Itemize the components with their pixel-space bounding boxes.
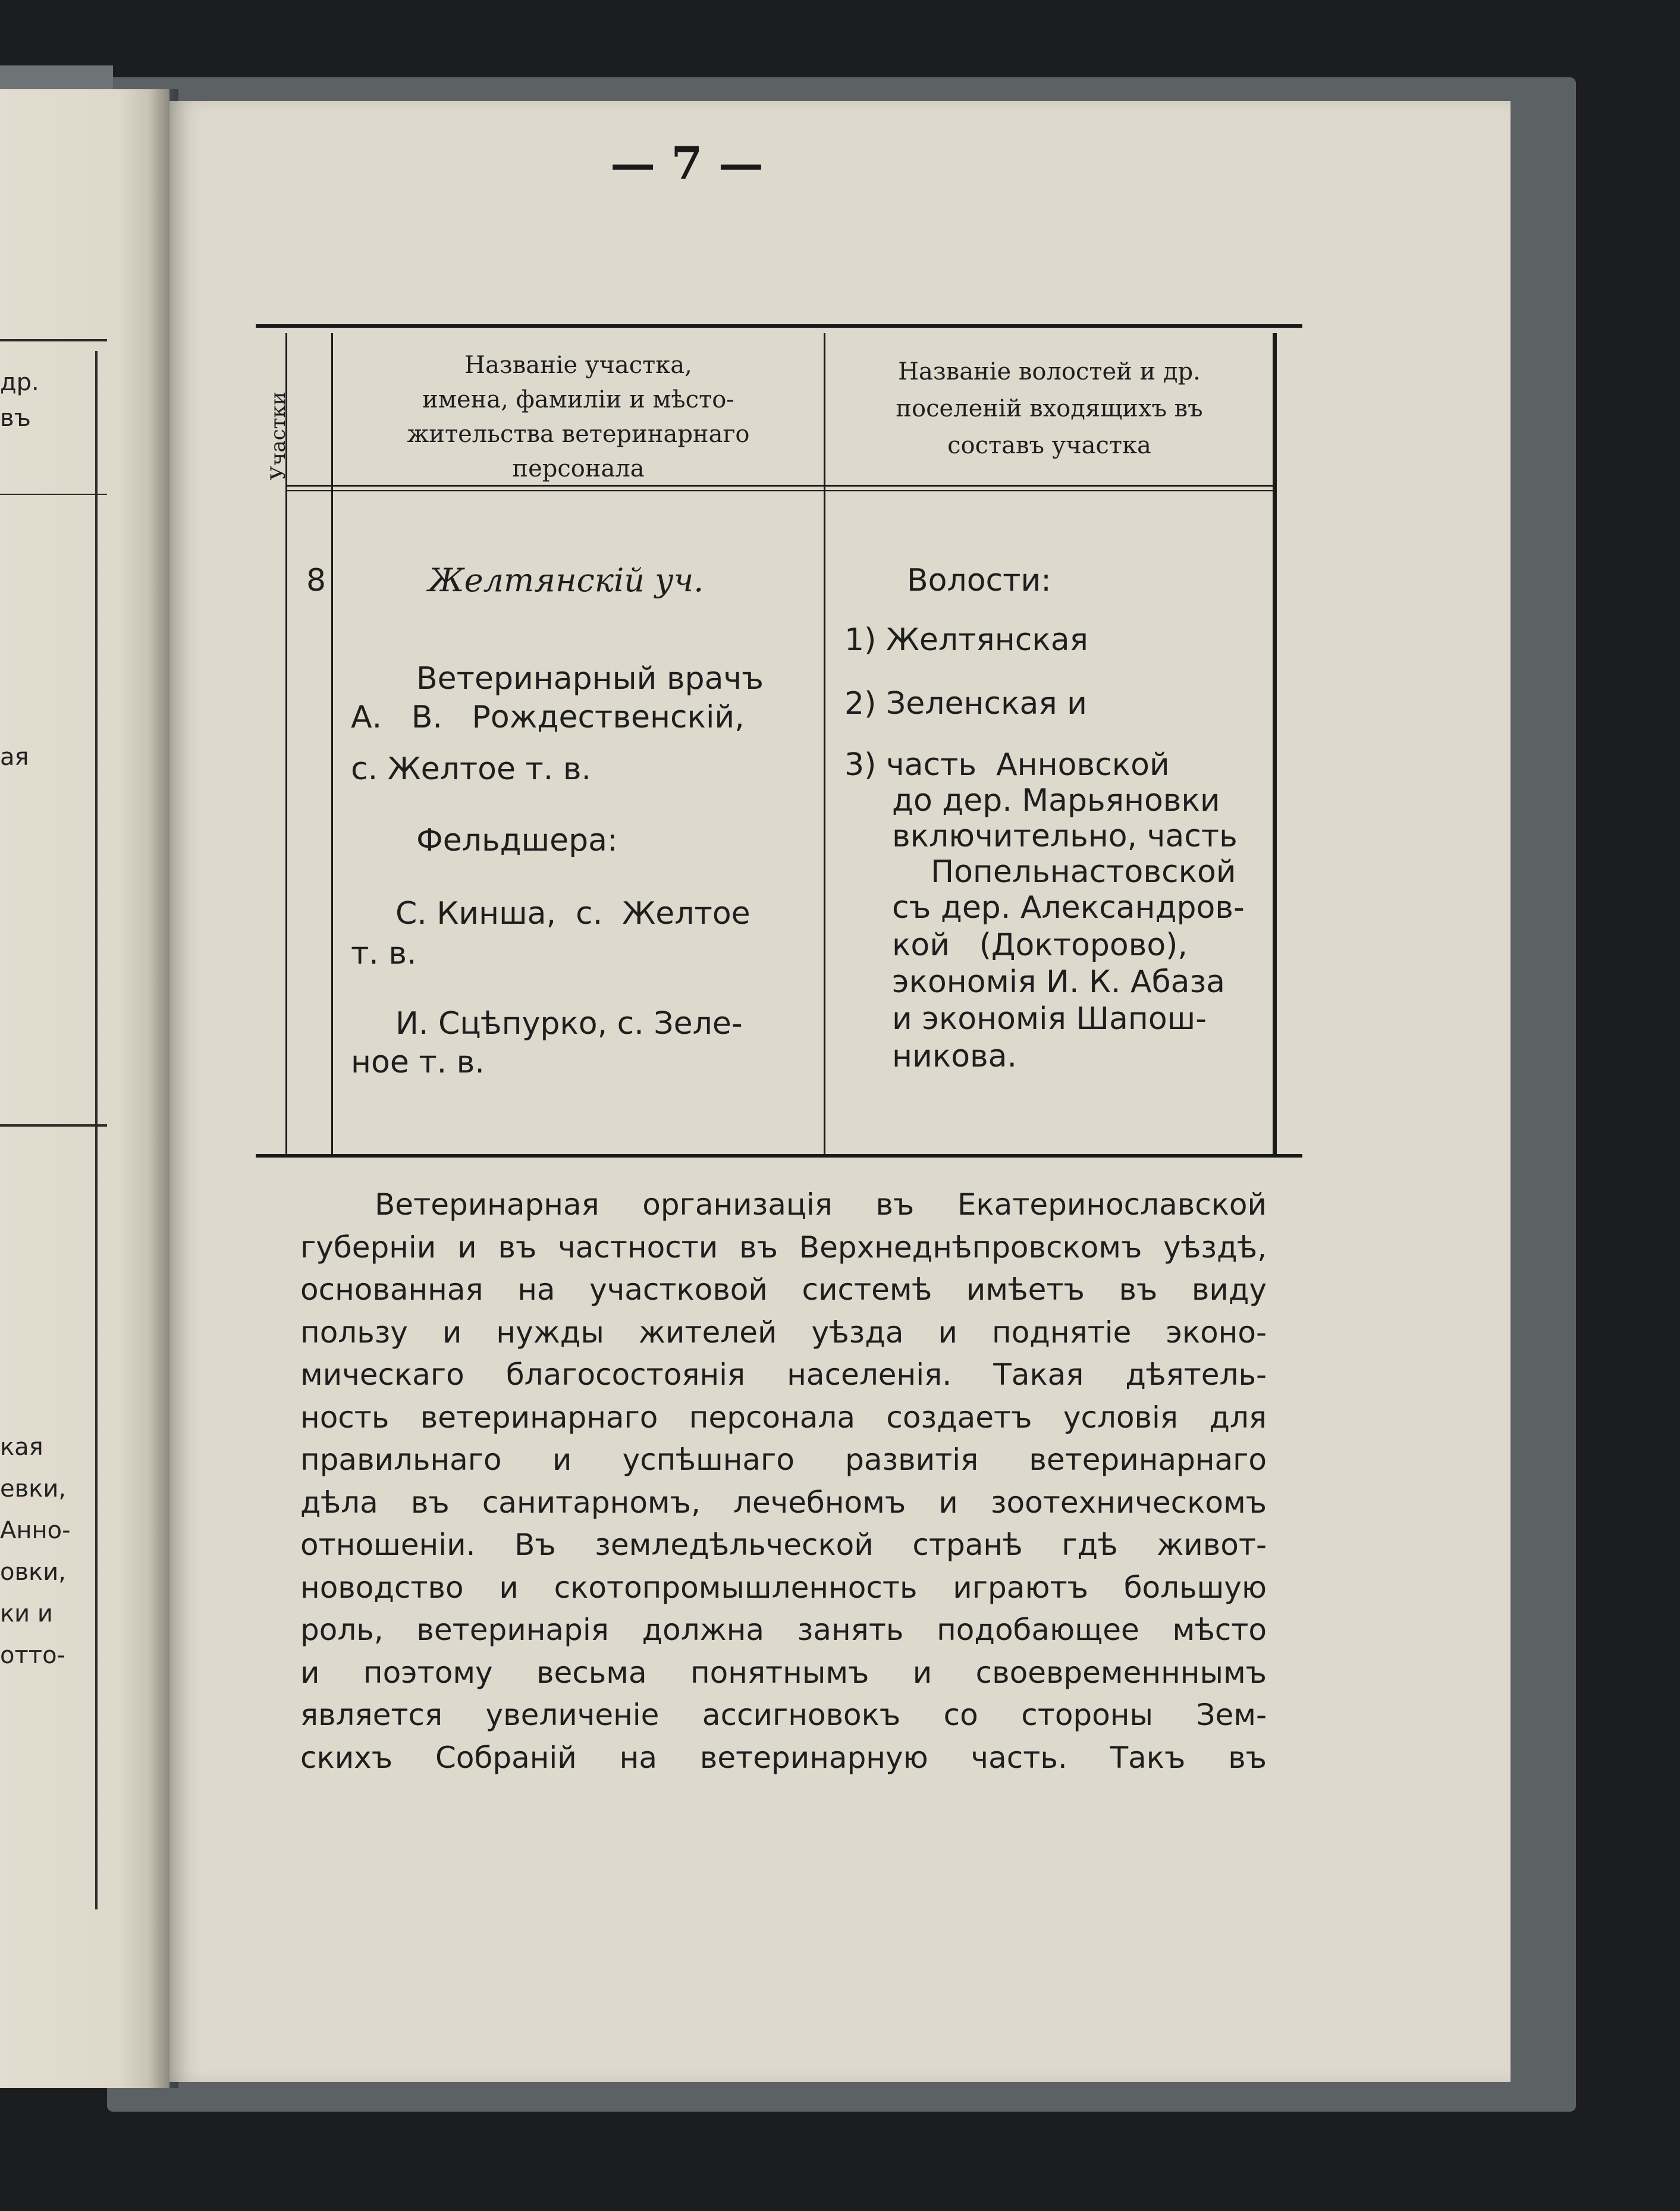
body-line: губерніи и въ частности въ Верхнеднѣпровскомъ уѣздѣ, xyxy=(300,1230,1267,1265)
table-top-rule xyxy=(256,324,1302,328)
column-header-name xyxy=(336,348,821,486)
left-page-fragment: овки, xyxy=(0,1558,66,1586)
personnel-line: А. В. Рождественскій, xyxy=(351,700,745,735)
left-page-fragment: ая xyxy=(0,744,29,771)
personnel-line: Фельдшера: xyxy=(416,823,618,858)
left-page-fragment: др. xyxy=(0,369,39,396)
table-right-border xyxy=(1273,333,1277,1154)
body-line: дѣла въ санитарномъ, лечебномъ и зоотехническомъ xyxy=(300,1485,1267,1520)
left-page-fragment: евки, xyxy=(0,1475,67,1503)
page-number: — 7 — xyxy=(610,137,764,190)
left-page-rule xyxy=(0,339,107,341)
personnel-line: т. в. xyxy=(351,936,417,971)
left-page-fragment: кая xyxy=(0,1434,43,1461)
left-page-rule xyxy=(0,1124,107,1127)
body-line: и поэтому весьма понятнымъ и своевременннымъ xyxy=(300,1655,1267,1690)
body-line: скихъ Собраній на ветеринарную часть. Такъ въ xyxy=(300,1740,1267,1775)
column-header-line: жительства ветеринарнаго xyxy=(407,421,750,448)
body-line: пользу и нужды жителей уѣзда и поднятіе эконо- xyxy=(300,1315,1267,1350)
volost-item: экономія И. К. Абаза xyxy=(892,964,1226,1000)
body-line: ность ветеринарнаго персонала создаетъ условія для xyxy=(300,1400,1267,1435)
left-page-table-border xyxy=(95,351,98,1909)
table-column-divider xyxy=(331,333,333,1154)
personnel-line: И. Сцѣпурко, с. Зеле- xyxy=(395,1006,743,1042)
column-header-volosti xyxy=(828,353,1271,464)
volost-item: кой (Докторово), xyxy=(892,927,1188,963)
column-header-uchastki: Участки xyxy=(266,391,290,481)
left-page-fragment: Анно- xyxy=(0,1517,71,1544)
volost-item: 3) часть Анновской xyxy=(844,747,1170,783)
uchastok-name: Желтянскій уч. xyxy=(428,562,704,599)
body-line: основанная на участковой системѣ имѣетъ въ виду xyxy=(300,1272,1267,1307)
left-page-fragment: въ xyxy=(0,404,31,432)
column-header-line: поселеній входящихъ въ xyxy=(896,395,1203,422)
volost-item: и экономія Шапош- xyxy=(892,1001,1207,1037)
volost-item: Попельнастовской xyxy=(931,854,1236,890)
body-line: роль, ветеринарія должна занять подобающее мѣсто xyxy=(300,1613,1267,1647)
volost-item: никова. xyxy=(892,1039,1018,1074)
volost-item: 1) Желтянская xyxy=(844,622,1088,658)
volost-item: съ дер. Александров- xyxy=(892,890,1245,926)
personnel-line: Ветеринарный врачъ xyxy=(416,661,764,697)
volost-item: до дер. Марьяновки xyxy=(892,783,1220,818)
column-header-line: Названіе волостей и др. xyxy=(898,358,1201,385)
personnel-line: ное т. в. xyxy=(351,1045,485,1080)
row-number: 8 xyxy=(306,563,326,598)
table-bottom-rule xyxy=(256,1154,1302,1158)
left-page-fragment: отто- xyxy=(0,1642,65,1669)
volost-item: 2) Зеленская и xyxy=(844,686,1087,722)
left-facing-page xyxy=(0,89,169,2088)
body-line: Ветеринарная организація въ Екатеринославской xyxy=(375,1187,1267,1222)
body-paragraph xyxy=(300,1184,1267,1779)
column-header-line: имена, фамиліи и мѣсто- xyxy=(422,386,734,413)
body-line: правильнаго и успѣшнаго развитія ветеринарнаго xyxy=(300,1442,1267,1477)
body-line: новодство и скотопромышленность играютъ большую xyxy=(300,1570,1267,1605)
left-page-fragment: ки и xyxy=(0,1600,53,1627)
left-page-rule xyxy=(0,494,107,495)
body-line: является увеличеніе ассигновокъ со стороны Зем- xyxy=(300,1698,1267,1732)
table-column-divider xyxy=(824,333,825,1154)
volost-item: включительно, часть xyxy=(892,818,1238,854)
volosti-title: Волости: xyxy=(907,563,1051,598)
column-header-line: Названіе участка, xyxy=(464,352,692,379)
column-header-line: составъ участка xyxy=(947,432,1151,459)
body-line: отношеніи. Въ земледѣльческой странѣ гдѣ живот- xyxy=(300,1528,1267,1562)
personnel-line: С. Кинша, с. Желтое xyxy=(395,896,750,932)
table-header-rule xyxy=(285,490,1273,491)
personnel-line: с. Желтое т. в. xyxy=(351,751,592,787)
body-line: мическаго благосостоянія населенія. Такая дѣятель- xyxy=(300,1357,1267,1392)
column-header-line: персонала xyxy=(512,455,645,482)
